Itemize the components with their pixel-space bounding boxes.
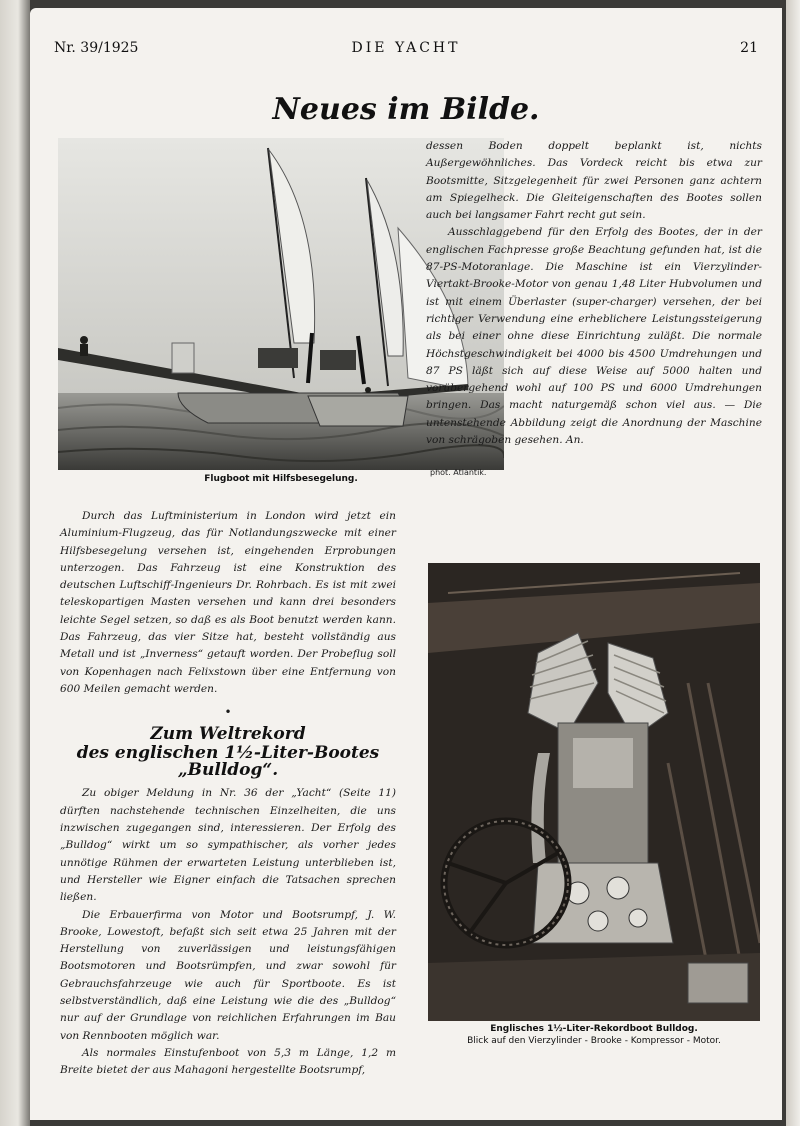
article1-paragraph: Durch das Luftministerium in London wird jetzt ein Aluminium-Flugzeug, das für Notlandungszwecke mit einer Hilfsbesegelung versehen ist, eingehenden Erprobungen unterzogen. Das Fahrzeug ist eine Konstruktion des deutschen Luftschiff-Ingenieurs Dr. Rohrbach. Es ist mit zwei teleskopartigen Masten versehen und kann drei besonders leichte Segel setzen, so daß es als Boot benutzt werden kann. Das Fahrzeug, das vier Sitze hat, besteht vollständig aus Metall und ist „Inverness“ getauft worden. Der Probeflug soll von Kopenhagen nach Felixstown über eine Entfernung von 600 Meilen gemacht werden. bbox=[60, 510, 396, 695]
article2-heading-line2: des englischen 1½-Liter-Bootes „Bulldog“. bbox=[76, 742, 380, 781]
section-separator: • bbox=[224, 705, 232, 720]
photo1-credit: phot. Atlantik. bbox=[430, 468, 487, 477]
engine-photo bbox=[428, 563, 760, 1021]
article2-paragraph-continued: dessen Boden doppelt beplankt ist, nichts Außergewöhnliches. Das Vordeck reicht bis etwa zur Bootsmitte, Sitzgelegenheit für zwei Personen ganz achtern am Spiegelheck. Die Gleiteigenschaften des Bootes sollen auch bei langsamer Fahrt recht gut sein. bbox=[426, 140, 762, 222]
article2-paragraph: Zu obiger Meldung in Nr. 36 der „Yacht“ (Seite 11) dürften nachstehende technischen Einzelheiten, die uns inzwischen zugegangen sind, interessieren. Der Erfolg des „Bulldog“ wirkt um so sympathischer, als vorher jedes unnötige Rühmen der erwarteten Leistung unterblieben ist, und Hersteller wie Eigner einfach die Tatsachen sprechen ließen. bbox=[60, 787, 396, 904]
right-column bbox=[426, 138, 762, 449]
previous-page-edge bbox=[0, 0, 30, 1126]
article2-paragraph: Ausschlaggebend für den Erfolg des Bootes, der in der englischen Fachpresse große Beachtung gefunden hat, ist die 87-PS-Motoranlage. Die Maschine ist ein Vierzylinder-Viertakt-Brooke-Motor von genau 1,48 Liter Hubvolumen und ist mit einem Überlaster (super-charger) versehen, der bei richtiger Verwendung eine erheblichere Leistungssteigerung als bei einer ohne diese Einrichtung zuläßt. Die normale Höchstgeschwindigkeit bei 4000 bis 4500 Umdrehungen und 87 PS läßt sich auf diese Weise auf 5000 halten und vorübergehend wohl auf 100 PS und 6000 Umdrehungen bringen. Das macht naturgemäß schon viel aus. — Die untenstehende Abbildung zeigt die Anordnung der Maschine von schrägoben gesehen. An. bbox=[426, 226, 762, 447]
magazine-page bbox=[30, 8, 782, 1120]
article2-paragraph: Als normales Einstufenboot von 5,3 m Länge, 1,2 m Breite bietet der aus Mahagoni hergestellte Bootsrumpf, bbox=[60, 1046, 396, 1077]
article2-paragraph: Die Erbauerfirma von Motor und Bootsrumpf, J. W. Brooke, Lowestoft, befaßt sich seit etwa 25 Jahren mit der Herstellung von zuverlässigen und leistungsfähigen Bootsmotoren und Bootsrümpfen, und zwar sowohl für Gebrauchsfahrzeuge wie auch für Sportboote. Es ist selbstverständlich, daß eine Leistung wie die des „Bulldog“ nur auf der Grundlage von reichlichen Erfahrungen im Bau von Rennbooten möglich war. bbox=[60, 908, 396, 1042]
photo1-caption: Flugboot mit Hilfsbesegelung. bbox=[204, 474, 358, 484]
page-number: 21 bbox=[740, 40, 758, 56]
issue-number: Nr. 39/1925 bbox=[54, 40, 139, 56]
binder-edge bbox=[786, 0, 800, 1126]
article2-heading-line1: Zum Weltrekord bbox=[150, 723, 306, 744]
section-title: Neues im Bilde. bbox=[272, 92, 540, 127]
photo2-caption: Englisches 1½-Liter-Rekordboot Bulldog. Blick auf den Vierzylinder - Brooke - Kompressor - Motor. bbox=[467, 1024, 721, 1046]
left-column bbox=[60, 508, 396, 1080]
magazine-title: DIE YACHT bbox=[351, 40, 461, 56]
